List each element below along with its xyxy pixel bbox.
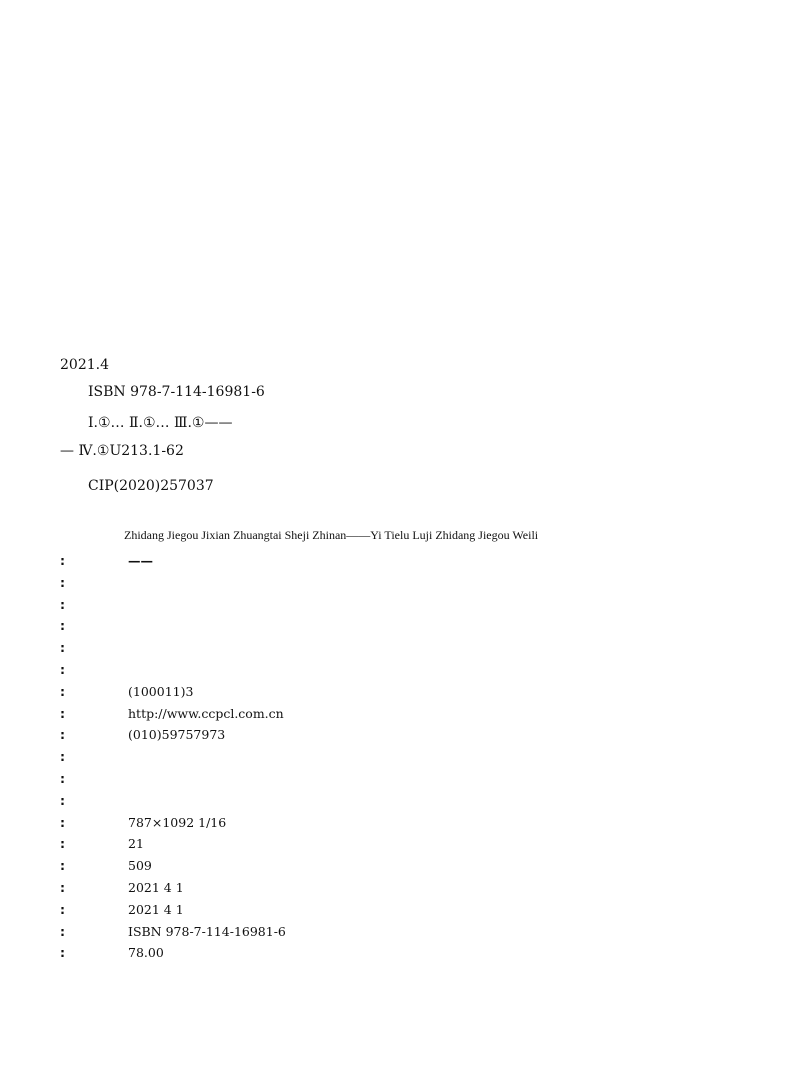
info-value: ISBN 978-7-114-16981-6 — [128, 923, 286, 939]
pinyin-title: Zhidang Jiegou Jixian Zhuangtai Sheji Zhinan——Yi Tielu Luji Zhidang Jiegou Weili — [124, 528, 539, 542]
info-row — [60, 773, 128, 786]
info-value: 2021 4 1 — [128, 901, 184, 917]
info-label: : — [60, 662, 65, 677]
info-row — [60, 664, 128, 677]
info-row — [60, 882, 184, 895]
info-label: : — [60, 727, 65, 743]
info-value: (010)59757973 — [128, 727, 226, 743]
info-row — [60, 620, 128, 633]
info-label: : — [60, 901, 65, 917]
info-row — [60, 683, 194, 699]
info-label: : — [60, 814, 65, 830]
info-value: (100011)3 — [128, 683, 194, 699]
cip-line: 2021.4 — [60, 357, 109, 373]
info-label: : — [60, 705, 65, 721]
info-label: : — [60, 771, 65, 786]
cip-line: — Ⅳ.①U213.1-62 — [60, 443, 184, 459]
cip-line: Ⅰ.①… Ⅱ.①… Ⅲ.①—— — [88, 415, 233, 431]
info-row — [60, 901, 184, 917]
info-label: : — [60, 945, 65, 961]
info-row — [60, 947, 164, 960]
info-value: 21 — [128, 836, 144, 852]
cip-check-number: CIP(2020)257037 — [88, 478, 214, 494]
info-label: : — [60, 858, 65, 874]
info-row — [60, 814, 227, 830]
info-label: : — [60, 880, 65, 895]
info-row — [60, 642, 128, 655]
info-label: : — [60, 749, 65, 765]
info-value: http://www.ccpcl.com.cn — [128, 705, 284, 721]
info-row — [60, 596, 128, 612]
info-row — [60, 923, 286, 939]
info-label: : — [60, 618, 65, 634]
info-value: —— — [128, 553, 153, 568]
info-row — [60, 860, 152, 873]
info-row — [60, 574, 128, 590]
info-row — [60, 751, 128, 764]
info-row — [60, 838, 144, 851]
info-label: : — [60, 792, 65, 808]
info-value: 787×1092 1/16 — [128, 814, 227, 830]
cip-isbn: ISBN 978-7-114-16981-6 — [88, 384, 265, 400]
info-label: : — [60, 836, 65, 852]
info-value: 78.00 — [128, 945, 164, 961]
info-row — [60, 729, 225, 742]
info-label: : — [60, 683, 65, 699]
info-value: 2021 4 1 — [128, 880, 184, 895]
info-row — [60, 705, 284, 721]
info-label: : — [60, 923, 65, 939]
info-label: : — [60, 574, 65, 590]
info-label: : — [60, 553, 65, 568]
info-row — [60, 555, 153, 568]
info-label: : — [60, 640, 65, 656]
info-label: : — [60, 596, 65, 612]
info-row — [60, 792, 128, 808]
info-value: 509 — [128, 858, 152, 874]
